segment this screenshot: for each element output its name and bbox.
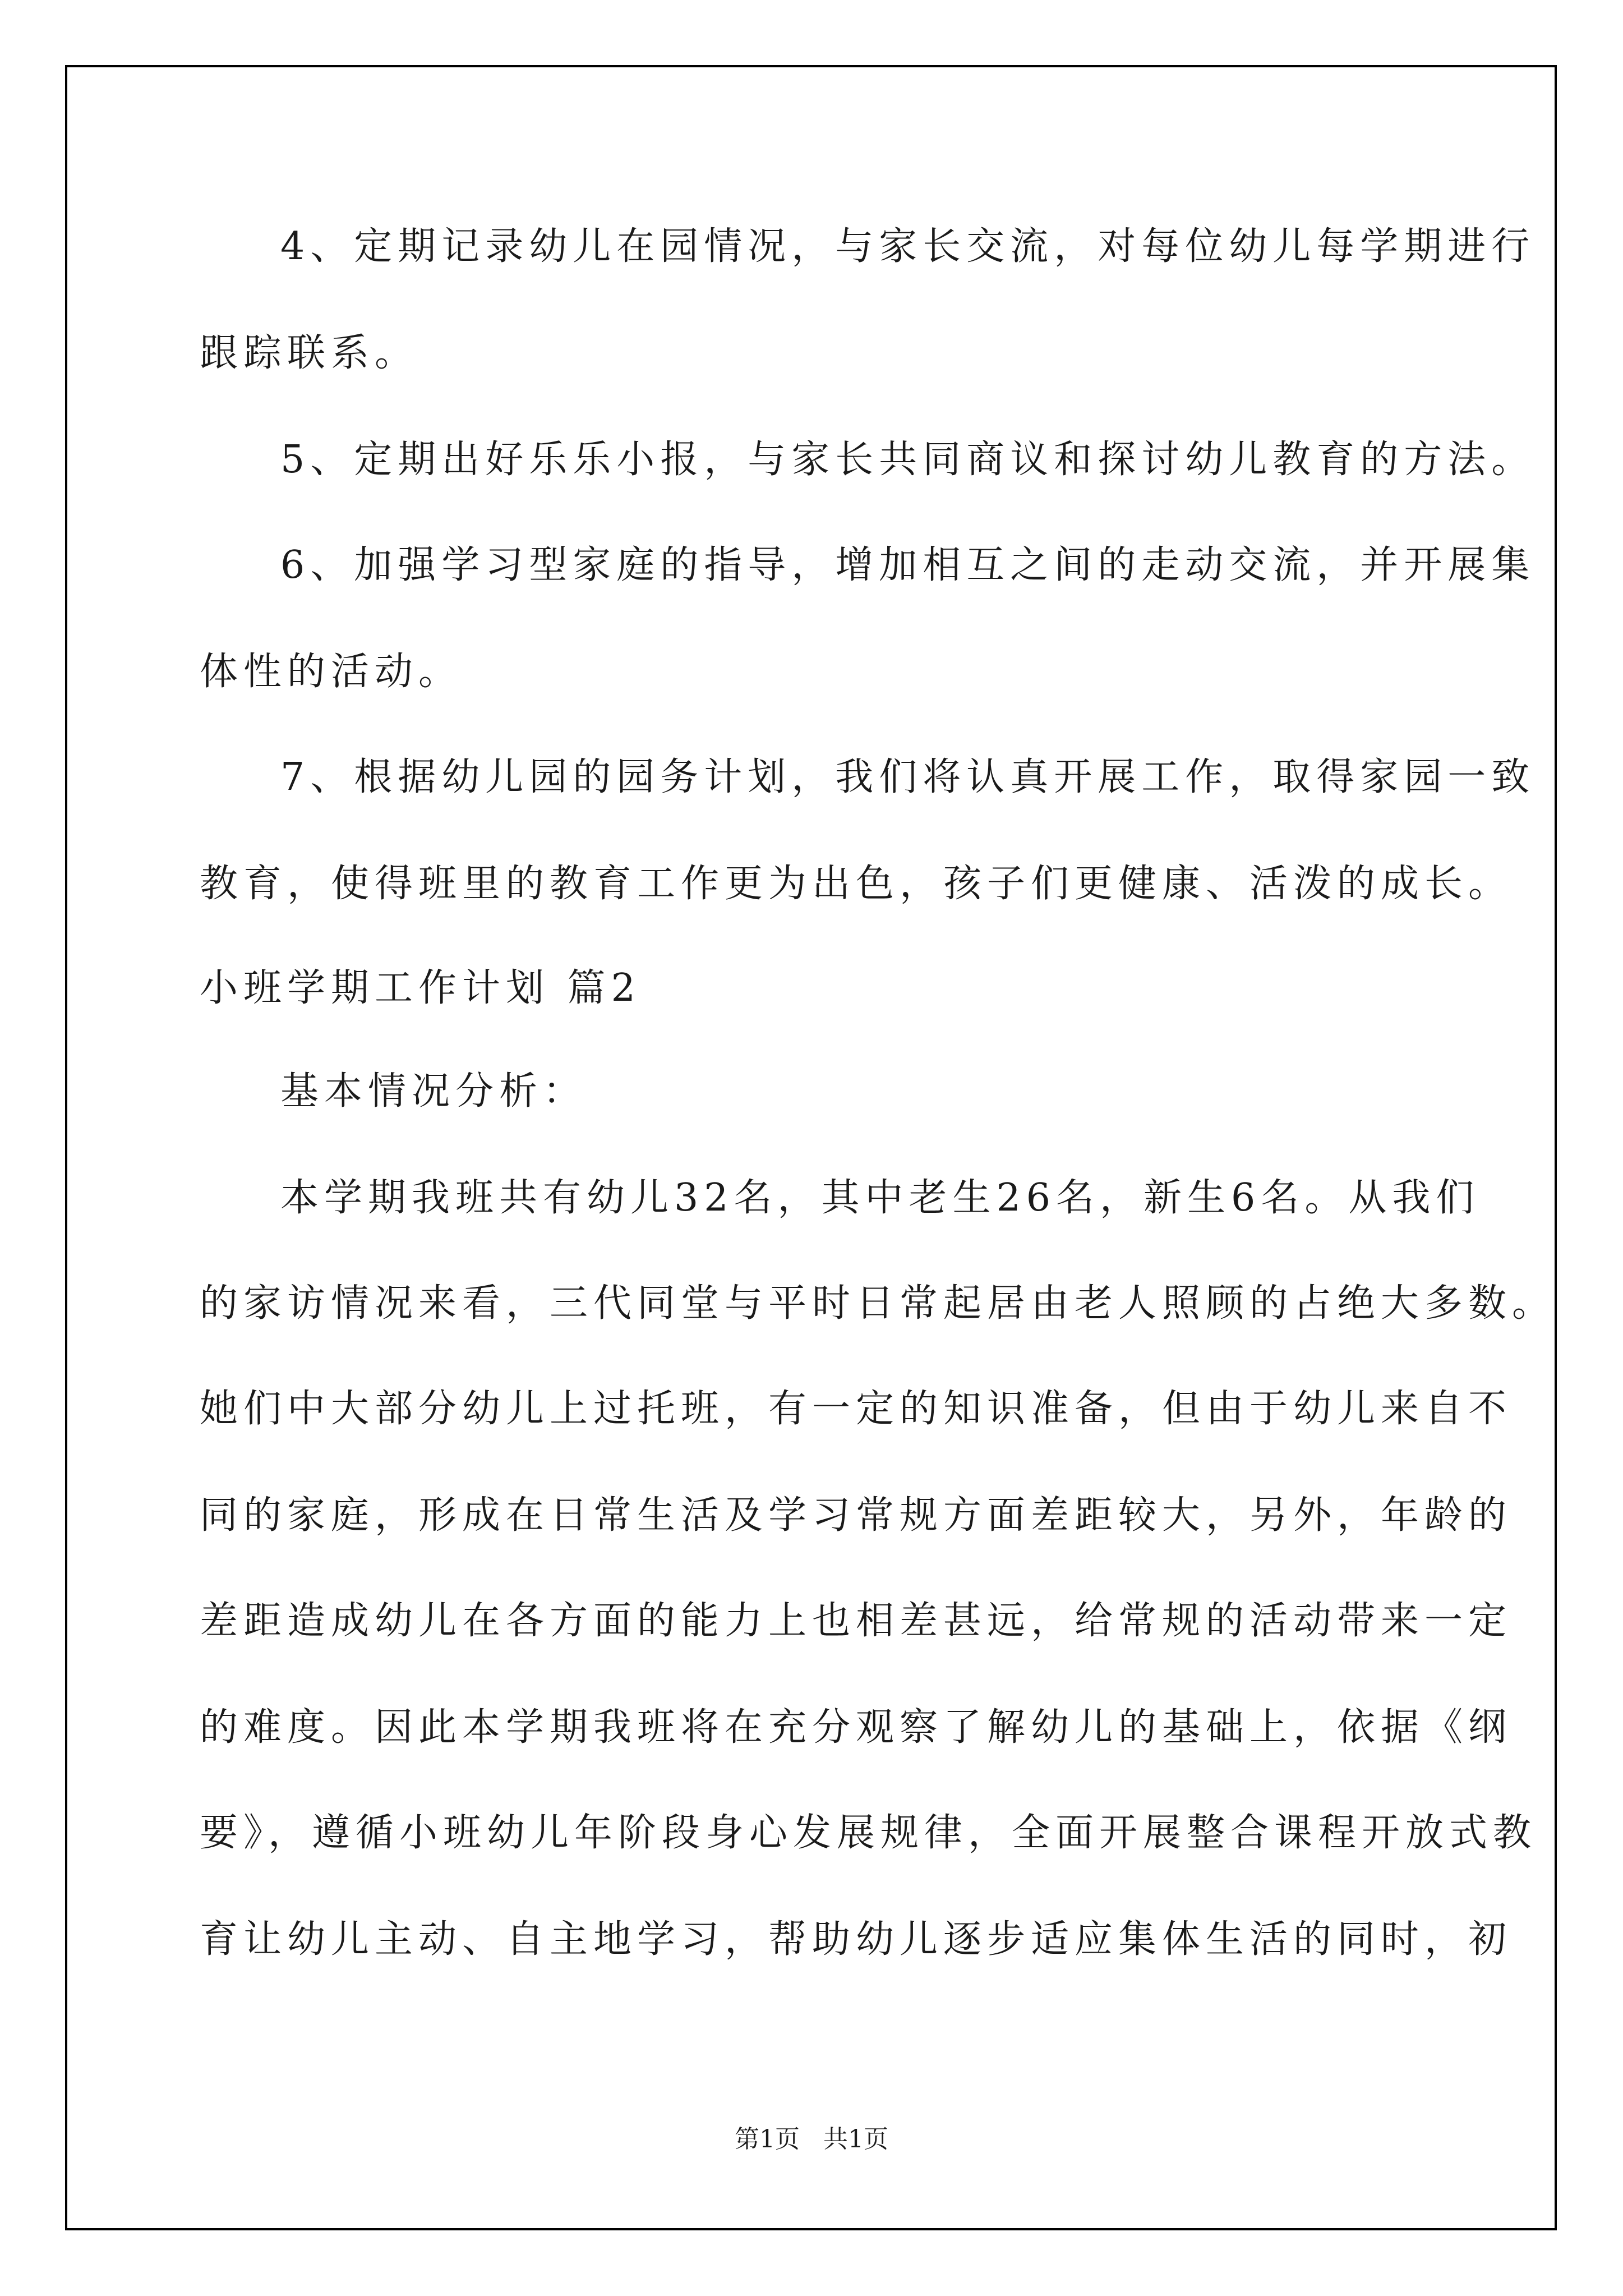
page-number-total: 共1页	[823, 2125, 888, 2154]
paragraph-line: 跟踪联系。	[200, 331, 419, 375]
paragraph-line: 差距造成幼儿在各方面的能力上也相差甚远，给常规的活动带来一定	[200, 1599, 1513, 1643]
paragraph-line: 育让幼儿主动、自主地学习，帮助幼儿逐步适应集体生活的同时，初	[200, 1917, 1513, 1962]
paragraph-line: 的难度。因此本学期我班将在充分观察了解幼儿的基础上，依据《纲	[200, 1705, 1513, 1750]
page-number-current: 第1页	[735, 2125, 800, 2154]
page-footer	[0, 2123, 1623, 2156]
paragraph-line: 要》，遵循小班幼儿年阶段身心发展规律，全面开展整合课程开放式教	[200, 1811, 1537, 1855]
paragraph-line: 教育，使得班里的教育工作更为出色，孩子们更健康、活泼的成长。	[200, 862, 1513, 906]
page-border	[65, 65, 1557, 2230]
paragraph-line: 的家访情况来看，三代同堂与平时日常起居由老人照顾的占绝大多数。	[200, 1281, 1556, 1326]
paragraph-line: 4、定期记录幼儿在园情况，与家长交流，对每位幼儿每学期进行	[280, 224, 1536, 269]
paragraph-line: 本学期我班共有幼儿32名，其中老生26名，新生6名。从我们	[280, 1176, 1480, 1220]
paragraph-line: 她们中大部分幼儿上过托班，有一定的知识准备，但由于幼儿来自不	[200, 1387, 1513, 1431]
paragraph-line: 6、加强学习型家庭的指导，增加相互之间的走动交流，并开展集	[280, 543, 1536, 587]
paragraph-line: 5、定期出好乐乐小报，与家长共同商议和探讨幼儿教育的方法。	[280, 438, 1536, 482]
paragraph-line: 7、根据幼儿园的园务计划，我们将认真开展工作，取得家园一致	[280, 755, 1536, 799]
paragraph-line: 同的家庭，形成在日常生活及学习常规方面差距较大，另外，年龄的	[200, 1493, 1513, 1538]
paragraph-line: 体性的活动。	[200, 650, 463, 694]
section-heading: 小班学期工作计划 篇2	[200, 966, 641, 1010]
paragraph-line: 基本情况分析：	[280, 1069, 587, 1114]
